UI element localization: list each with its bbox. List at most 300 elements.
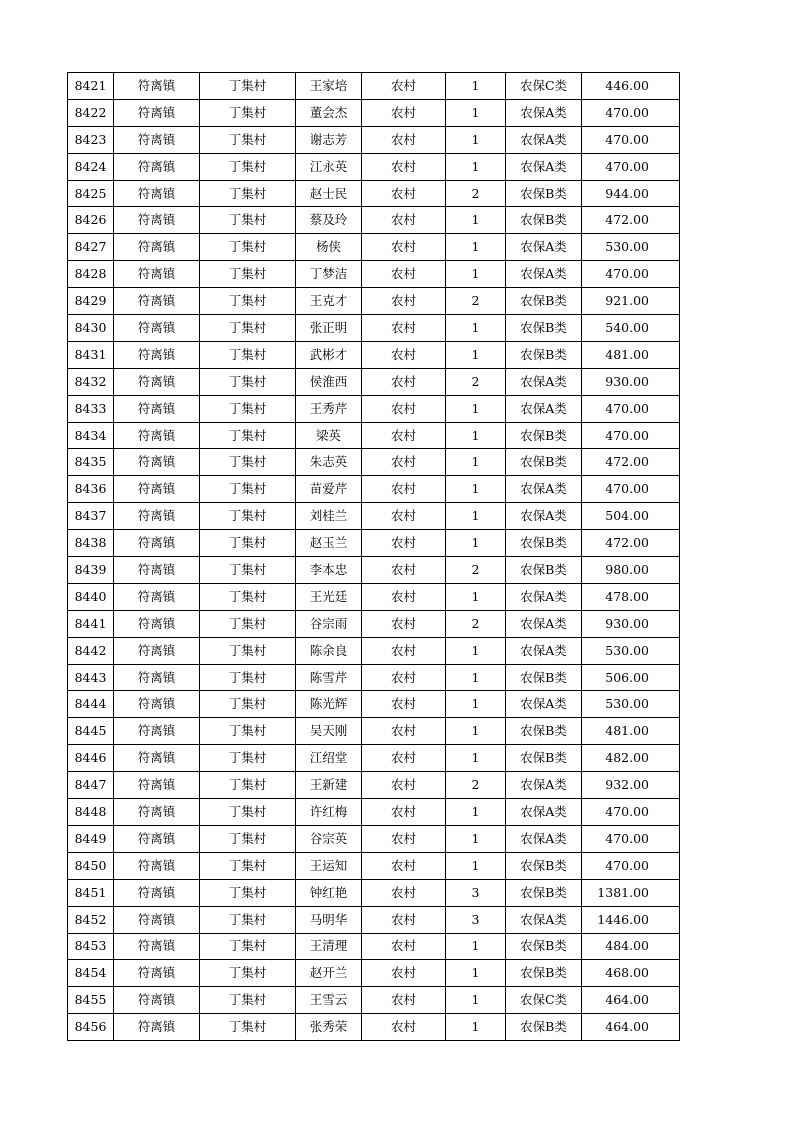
name-cell: 王光廷	[296, 583, 362, 610]
member-count-cell: 3	[446, 879, 506, 906]
town-cell: 符离镇	[114, 234, 200, 261]
village-cell: 丁集村	[200, 691, 296, 718]
household-type-cell: 农村	[362, 637, 446, 664]
row-number: 8421	[68, 73, 114, 100]
village-cell: 丁集村	[200, 583, 296, 610]
table-row	[68, 422, 680, 449]
village-cell: 丁集村	[200, 987, 296, 1014]
town-cell: 符离镇	[114, 288, 200, 315]
household-type-cell: 农村	[362, 691, 446, 718]
name-cell: 蔡及玲	[296, 207, 362, 234]
village-cell: 丁集村	[200, 745, 296, 772]
row-number: 8441	[68, 610, 114, 637]
member-count-cell: 1	[446, 422, 506, 449]
row-number: 8431	[68, 341, 114, 368]
member-count-cell: 3	[446, 906, 506, 933]
member-count-cell: 1	[446, 234, 506, 261]
name-cell: 陈余良	[296, 637, 362, 664]
table-row	[68, 557, 680, 584]
member-count-cell: 1	[446, 718, 506, 745]
amount-cell: 472.00	[582, 530, 680, 557]
member-count-cell: 1	[446, 73, 506, 100]
household-type-cell: 农村	[362, 395, 446, 422]
insurance-category-cell: 农保B类	[506, 422, 582, 449]
row-number: 8428	[68, 261, 114, 288]
member-count-cell: 1	[446, 341, 506, 368]
row-number: 8454	[68, 960, 114, 987]
row-number: 8427	[68, 234, 114, 261]
insurance-category-cell: 农保B类	[506, 960, 582, 987]
household-type-cell: 农村	[362, 906, 446, 933]
name-cell: 陈光辉	[296, 691, 362, 718]
insurance-category-cell: 农保A类	[506, 906, 582, 933]
table-row	[68, 825, 680, 852]
name-cell: 梁英	[296, 422, 362, 449]
name-cell: 杨侠	[296, 234, 362, 261]
name-cell: 王清理	[296, 933, 362, 960]
table-row	[68, 772, 680, 799]
member-count-cell: 1	[446, 852, 506, 879]
row-number: 8445	[68, 718, 114, 745]
name-cell: 侯淮西	[296, 368, 362, 395]
member-count-cell: 1	[446, 207, 506, 234]
amount-cell: 478.00	[582, 583, 680, 610]
village-cell: 丁集村	[200, 637, 296, 664]
name-cell: 赵开兰	[296, 960, 362, 987]
household-type-cell: 农村	[362, 368, 446, 395]
town-cell: 符离镇	[114, 933, 200, 960]
insurance-category-cell: 农保A类	[506, 153, 582, 180]
town-cell: 符离镇	[114, 825, 200, 852]
member-count-cell: 1	[446, 745, 506, 772]
town-cell: 符离镇	[114, 906, 200, 933]
table-row	[68, 933, 680, 960]
insurance-category-cell: 农保A类	[506, 610, 582, 637]
row-number: 8446	[68, 745, 114, 772]
table-row	[68, 664, 680, 691]
member-count-cell: 1	[446, 664, 506, 691]
insurance-category-cell: 农保B类	[506, 745, 582, 772]
member-count-cell: 1	[446, 261, 506, 288]
row-number: 8437	[68, 503, 114, 530]
village-cell: 丁集村	[200, 449, 296, 476]
town-cell: 符离镇	[114, 610, 200, 637]
table-row	[68, 153, 680, 180]
town-cell: 符离镇	[114, 449, 200, 476]
name-cell: 钟红艳	[296, 879, 362, 906]
town-cell: 符离镇	[114, 718, 200, 745]
household-type-cell: 农村	[362, 261, 446, 288]
row-number: 8451	[68, 879, 114, 906]
amount-cell: 930.00	[582, 368, 680, 395]
household-type-cell: 农村	[362, 422, 446, 449]
village-cell: 丁集村	[200, 825, 296, 852]
household-type-cell: 农村	[362, 99, 446, 126]
village-cell: 丁集村	[200, 960, 296, 987]
village-cell: 丁集村	[200, 368, 296, 395]
town-cell: 符离镇	[114, 772, 200, 799]
village-cell: 丁集村	[200, 503, 296, 530]
name-cell: 张正明	[296, 315, 362, 342]
amount-cell: 540.00	[582, 315, 680, 342]
amount-cell: 530.00	[582, 691, 680, 718]
insurance-category-cell: 农保A类	[506, 799, 582, 826]
insurance-category-cell: 农保B类	[506, 557, 582, 584]
name-cell: 陈雪芹	[296, 664, 362, 691]
name-cell: 马明华	[296, 906, 362, 933]
insurance-category-cell: 农保A类	[506, 234, 582, 261]
household-type-cell: 农村	[362, 153, 446, 180]
household-type-cell: 农村	[362, 341, 446, 368]
insurance-category-cell: 农保A类	[506, 772, 582, 799]
row-number: 8424	[68, 153, 114, 180]
town-cell: 符离镇	[114, 879, 200, 906]
household-type-cell: 农村	[362, 825, 446, 852]
amount-cell: 481.00	[582, 718, 680, 745]
household-type-cell: 农村	[362, 476, 446, 503]
village-cell: 丁集村	[200, 341, 296, 368]
name-cell: 江绍堂	[296, 745, 362, 772]
name-cell: 王秀芹	[296, 395, 362, 422]
town-cell: 符离镇	[114, 395, 200, 422]
member-count-cell: 1	[446, 315, 506, 342]
member-count-cell: 2	[446, 288, 506, 315]
village-cell: 丁集村	[200, 664, 296, 691]
town-cell: 符离镇	[114, 99, 200, 126]
member-count-cell: 1	[446, 933, 506, 960]
insurance-category-cell: 农保B类	[506, 449, 582, 476]
village-cell: 丁集村	[200, 476, 296, 503]
name-cell: 谷宗英	[296, 825, 362, 852]
household-type-cell: 农村	[362, 1014, 446, 1041]
village-cell: 丁集村	[200, 315, 296, 342]
table-row	[68, 207, 680, 234]
name-cell: 许红梅	[296, 799, 362, 826]
household-type-cell: 农村	[362, 960, 446, 987]
amount-cell: 470.00	[582, 99, 680, 126]
town-cell: 符离镇	[114, 153, 200, 180]
member-count-cell: 1	[446, 153, 506, 180]
insurance-category-cell: 农保A类	[506, 261, 582, 288]
village-cell: 丁集村	[200, 288, 296, 315]
row-number: 8436	[68, 476, 114, 503]
town-cell: 符离镇	[114, 691, 200, 718]
row-number: 8444	[68, 691, 114, 718]
insurance-category-cell: 农保A类	[506, 126, 582, 153]
household-type-cell: 农村	[362, 557, 446, 584]
village-cell: 丁集村	[200, 153, 296, 180]
amount-cell: 470.00	[582, 261, 680, 288]
member-count-cell: 1	[446, 99, 506, 126]
amount-cell: 506.00	[582, 664, 680, 691]
insurance-category-cell: 农保B类	[506, 180, 582, 207]
row-number: 8447	[68, 772, 114, 799]
name-cell: 张秀荣	[296, 1014, 362, 1041]
town-cell: 符离镇	[114, 503, 200, 530]
name-cell: 赵士民	[296, 180, 362, 207]
amount-cell: 472.00	[582, 207, 680, 234]
name-cell: 吴天刚	[296, 718, 362, 745]
name-cell: 谢志芳	[296, 126, 362, 153]
town-cell: 符离镇	[114, 368, 200, 395]
insurance-category-cell: 农保A类	[506, 691, 582, 718]
row-number: 8449	[68, 825, 114, 852]
member-count-cell: 2	[446, 557, 506, 584]
table-row	[68, 745, 680, 772]
member-count-cell: 1	[446, 987, 506, 1014]
village-cell: 丁集村	[200, 395, 296, 422]
name-cell: 刘桂兰	[296, 503, 362, 530]
town-cell: 符离镇	[114, 207, 200, 234]
insurance-category-cell: 农保A类	[506, 395, 582, 422]
town-cell: 符离镇	[114, 960, 200, 987]
amount-cell: 472.00	[582, 449, 680, 476]
town-cell: 符离镇	[114, 73, 200, 100]
town-cell: 符离镇	[114, 261, 200, 288]
insurance-category-cell: 农保B类	[506, 852, 582, 879]
row-number: 8434	[68, 422, 114, 449]
row-number: 8453	[68, 933, 114, 960]
town-cell: 符离镇	[114, 583, 200, 610]
village-cell: 丁集村	[200, 234, 296, 261]
village-cell: 丁集村	[200, 530, 296, 557]
member-count-cell: 1	[446, 637, 506, 664]
table-row	[68, 610, 680, 637]
town-cell: 符离镇	[114, 745, 200, 772]
member-count-cell: 2	[446, 180, 506, 207]
row-number: 8439	[68, 557, 114, 584]
row-number: 8442	[68, 637, 114, 664]
town-cell: 符离镇	[114, 637, 200, 664]
village-cell: 丁集村	[200, 718, 296, 745]
row-number: 8422	[68, 99, 114, 126]
amount-cell: 470.00	[582, 476, 680, 503]
village-cell: 丁集村	[200, 261, 296, 288]
amount-cell: 1446.00	[582, 906, 680, 933]
table-body	[68, 73, 680, 1041]
amount-cell: 470.00	[582, 799, 680, 826]
name-cell: 王新建	[296, 772, 362, 799]
row-number: 8423	[68, 126, 114, 153]
town-cell: 符离镇	[114, 476, 200, 503]
table-row	[68, 637, 680, 664]
household-type-cell: 农村	[362, 207, 446, 234]
household-type-cell: 农村	[362, 126, 446, 153]
insurance-category-cell: 农保B类	[506, 664, 582, 691]
household-type-cell: 农村	[362, 799, 446, 826]
town-cell: 符离镇	[114, 664, 200, 691]
insurance-category-cell: 农保B类	[506, 1014, 582, 1041]
table-row	[68, 126, 680, 153]
amount-cell: 470.00	[582, 422, 680, 449]
village-cell: 丁集村	[200, 99, 296, 126]
town-cell: 符离镇	[114, 987, 200, 1014]
amount-cell: 932.00	[582, 772, 680, 799]
amount-cell: 530.00	[582, 234, 680, 261]
household-type-cell: 农村	[362, 664, 446, 691]
amount-cell: 504.00	[582, 503, 680, 530]
household-type-cell: 农村	[362, 583, 446, 610]
table-row	[68, 960, 680, 987]
member-count-cell: 2	[446, 368, 506, 395]
insurance-category-cell: 农保B类	[506, 315, 582, 342]
table-row	[68, 852, 680, 879]
member-count-cell: 2	[446, 772, 506, 799]
amount-cell: 944.00	[582, 180, 680, 207]
name-cell: 董会杰	[296, 99, 362, 126]
town-cell: 符离镇	[114, 315, 200, 342]
table-row	[68, 476, 680, 503]
household-type-cell: 农村	[362, 234, 446, 261]
table-row	[68, 530, 680, 557]
member-count-cell: 1	[446, 691, 506, 718]
member-count-cell: 1	[446, 583, 506, 610]
table-row	[68, 906, 680, 933]
member-count-cell: 1	[446, 449, 506, 476]
village-cell: 丁集村	[200, 852, 296, 879]
insurance-category-cell: 农保C类	[506, 73, 582, 100]
amount-cell: 530.00	[582, 637, 680, 664]
household-type-cell: 农村	[362, 315, 446, 342]
household-type-cell: 农村	[362, 718, 446, 745]
amount-cell: 446.00	[582, 73, 680, 100]
village-cell: 丁集村	[200, 73, 296, 100]
insurance-category-cell: 农保A类	[506, 503, 582, 530]
member-count-cell: 1	[446, 476, 506, 503]
amount-cell: 484.00	[582, 933, 680, 960]
amount-cell: 470.00	[582, 126, 680, 153]
amount-cell: 470.00	[582, 395, 680, 422]
member-count-cell: 1	[446, 395, 506, 422]
table-row	[68, 395, 680, 422]
amount-cell: 921.00	[582, 288, 680, 315]
row-number: 8425	[68, 180, 114, 207]
amount-cell: 482.00	[582, 745, 680, 772]
amount-cell: 470.00	[582, 852, 680, 879]
table-row	[68, 99, 680, 126]
amount-cell: 470.00	[582, 153, 680, 180]
table-row	[68, 987, 680, 1014]
row-number: 8433	[68, 395, 114, 422]
row-number: 8429	[68, 288, 114, 315]
town-cell: 符离镇	[114, 180, 200, 207]
town-cell: 符离镇	[114, 557, 200, 584]
name-cell: 武彬才	[296, 341, 362, 368]
table-row	[68, 234, 680, 261]
household-type-cell: 农村	[362, 73, 446, 100]
table-row	[68, 449, 680, 476]
name-cell: 谷宗雨	[296, 610, 362, 637]
town-cell: 符离镇	[114, 852, 200, 879]
member-count-cell: 1	[446, 960, 506, 987]
row-number: 8435	[68, 449, 114, 476]
table-row	[68, 1014, 680, 1041]
member-count-cell: 2	[446, 610, 506, 637]
row-number: 8430	[68, 315, 114, 342]
village-cell: 丁集村	[200, 557, 296, 584]
row-number: 8443	[68, 664, 114, 691]
household-type-cell: 农村	[362, 772, 446, 799]
household-type-cell: 农村	[362, 745, 446, 772]
insurance-category-cell: 农保A类	[506, 368, 582, 395]
insurance-category-cell: 农保A类	[506, 583, 582, 610]
name-cell: 江永英	[296, 153, 362, 180]
village-cell: 丁集村	[200, 906, 296, 933]
village-cell: 丁集村	[200, 772, 296, 799]
table-row	[68, 503, 680, 530]
amount-cell: 1381.00	[582, 879, 680, 906]
member-count-cell: 1	[446, 1014, 506, 1041]
row-number: 8455	[68, 987, 114, 1014]
village-cell: 丁集村	[200, 180, 296, 207]
row-number: 8432	[68, 368, 114, 395]
town-cell: 符离镇	[114, 530, 200, 557]
household-type-cell: 农村	[362, 180, 446, 207]
row-number: 8440	[68, 583, 114, 610]
insurance-category-cell: 农保A类	[506, 476, 582, 503]
insurance-category-cell: 农保B类	[506, 879, 582, 906]
member-count-cell: 1	[446, 503, 506, 530]
village-cell: 丁集村	[200, 610, 296, 637]
table-row	[68, 288, 680, 315]
town-cell: 符离镇	[114, 341, 200, 368]
name-cell: 朱志英	[296, 449, 362, 476]
amount-cell: 930.00	[582, 610, 680, 637]
table-row	[68, 691, 680, 718]
insurance-category-cell: 农保B类	[506, 933, 582, 960]
town-cell: 符离镇	[114, 1014, 200, 1041]
household-type-cell: 农村	[362, 503, 446, 530]
table-row	[68, 879, 680, 906]
name-cell: 赵玉兰	[296, 530, 362, 557]
insurance-category-cell: 农保B类	[506, 288, 582, 315]
table-row	[68, 261, 680, 288]
insurance-category-cell: 农保A类	[506, 637, 582, 664]
table-row	[68, 341, 680, 368]
name-cell: 李本忠	[296, 557, 362, 584]
row-number: 8452	[68, 906, 114, 933]
table-row	[68, 368, 680, 395]
household-type-cell: 农村	[362, 610, 446, 637]
insurance-category-cell: 农保A类	[506, 99, 582, 126]
amount-cell: 464.00	[582, 1014, 680, 1041]
village-cell: 丁集村	[200, 126, 296, 153]
village-cell: 丁集村	[200, 879, 296, 906]
member-count-cell: 1	[446, 825, 506, 852]
household-type-cell: 农村	[362, 852, 446, 879]
insurance-category-cell: 农保B类	[506, 530, 582, 557]
name-cell: 王雪云	[296, 987, 362, 1014]
insurance-category-cell: 农保B类	[506, 341, 582, 368]
amount-cell: 470.00	[582, 825, 680, 852]
insurance-category-cell: 农保B类	[506, 718, 582, 745]
household-type-cell: 农村	[362, 288, 446, 315]
amount-cell: 481.00	[582, 341, 680, 368]
town-cell: 符离镇	[114, 126, 200, 153]
household-type-cell: 农村	[362, 879, 446, 906]
amount-cell: 464.00	[582, 987, 680, 1014]
insurance-category-cell: 农保C类	[506, 987, 582, 1014]
village-cell: 丁集村	[200, 422, 296, 449]
table-row	[68, 799, 680, 826]
household-type-cell: 农村	[362, 530, 446, 557]
amount-cell: 980.00	[582, 557, 680, 584]
row-number: 8456	[68, 1014, 114, 1041]
member-count-cell: 1	[446, 126, 506, 153]
name-cell: 王家培	[296, 73, 362, 100]
row-number: 8426	[68, 207, 114, 234]
table-row	[68, 718, 680, 745]
